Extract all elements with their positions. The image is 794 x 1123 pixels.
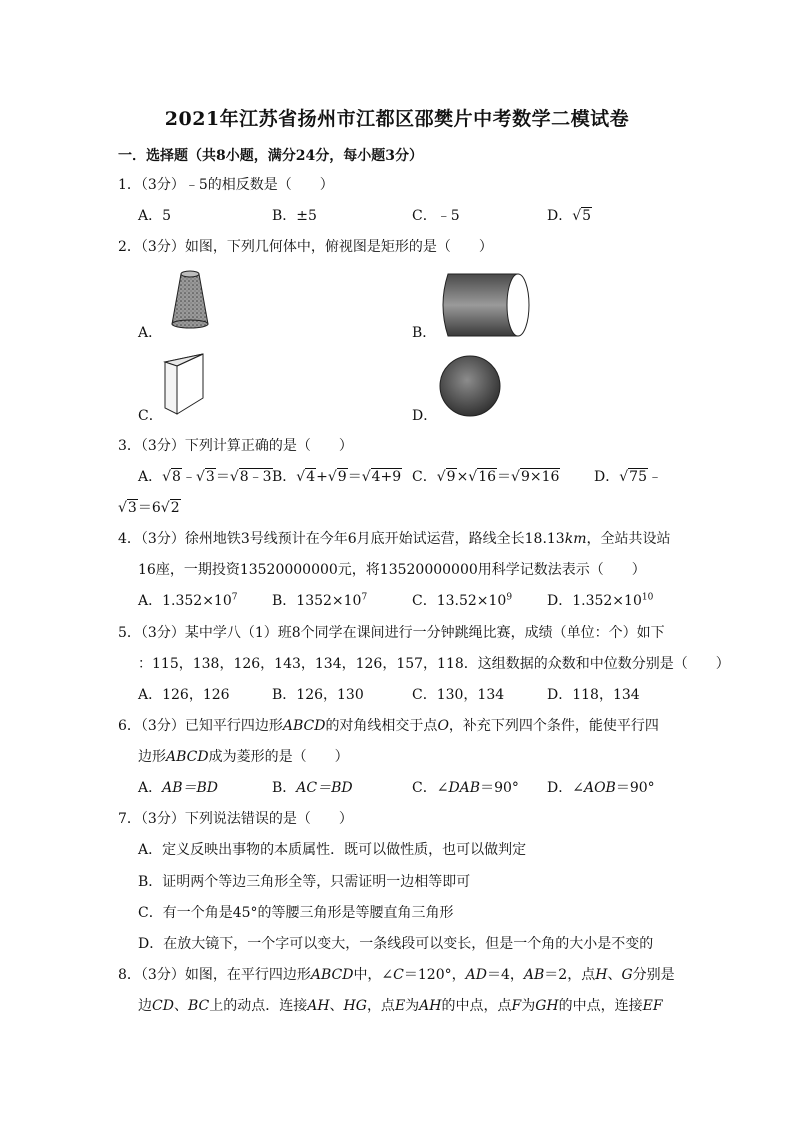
question-7-option-b: B．证明两个等边三角形全等，只需证明一边相等即可 (138, 874, 471, 890)
question-6-line-2: 边形ABCD成为菱形的是（ ） (138, 749, 349, 765)
question-3-option-d: D．√75﹣ (594, 469, 662, 485)
question-4-option-a: A．$1.352\times 10^7$ (138, 592, 238, 609)
question-3-option-c: C．√9×√16＝√9×16 (412, 469, 560, 485)
question-2-option-d: D． (412, 408, 438, 424)
question-3-option-d-continued: √3＝6√2 (118, 500, 180, 516)
question-4-option-d: D．$1.352\times 10^{10}$ (547, 592, 654, 609)
page-title: 2021年江苏省扬州市江都区邵樊片中考数学二模试卷 (164, 108, 630, 130)
question-3-stem: 3．（3分）下列计算正确的是（ ） (118, 438, 353, 454)
question-7-option-a: A．定义反映出事物的本质属性．既可以做性质，也可以做判定 (138, 842, 527, 858)
cylinder-figure (438, 272, 534, 338)
question-4-line-2: 16座，一期投资13520000000元，将13520000000用科学记数法表示（ ） (138, 562, 646, 578)
question-6-option-d: D．∠AOB＝90° (547, 780, 655, 796)
question-6-option-c: C．∠DAB＝90° (412, 780, 519, 796)
question-5-option-b: B．126，130 (272, 687, 364, 703)
question-5-option-a: A．126，126 (138, 687, 230, 703)
question-5-line-2: ：115，138，126，143，134，126，157，118．这组数据的众数和中位数分别是（ ） (138, 656, 730, 672)
question-1-option-c: C．﹣5 (412, 208, 460, 224)
question-7-option-d: D．在放大镜下，一个字可以变大，一条线段可以变长，但是一个角的大小是不变的 (138, 936, 654, 952)
question-5-option-d: D．118，134 (547, 687, 640, 703)
frustum-figure (168, 268, 212, 332)
triangular-prism-figure (163, 352, 207, 418)
question-7-stem: 7．（3分）下列说法错误的是（ ） (118, 811, 353, 827)
question-1-option-b: B．±5 (272, 208, 317, 224)
question-2-option-c: C． (138, 408, 163, 424)
question-1-option-a: A．5 (138, 208, 172, 224)
question-4-option-c: C．$13.52\times 10^9$ (412, 592, 513, 609)
question-2-option-b: B． (412, 325, 437, 341)
question-5-option-c: C．130，134 (412, 687, 505, 703)
question-6-line-1: 6．（3分）已知平行四边形ABCD的对角线相交于点O，补充下列四个条件，能使平行四 (118, 718, 659, 734)
question-5-line-1: 5．（3分）某中学八（1）班8个同学在课间进行一分钟跳绳比赛，成绩（单位：个）如下 (118, 625, 665, 641)
question-4-option-b: B．$1352\times 10^7$ (272, 592, 368, 609)
question-3-option-a: A．√8﹣√3＝√8﹣3 (138, 469, 272, 485)
question-1-stem: 1．（3分）﹣5的相反数是（ ） (118, 177, 334, 193)
question-7-option-c: C．有一个角是45°的等腰三角形是等腰直角三角形 (138, 905, 454, 921)
question-1-option-d: D．√5 (547, 208, 592, 224)
section-heading: 一．选择题（共8小题，满分24分，每小题3分） (118, 148, 423, 164)
question-2-option-a: A． (138, 325, 163, 341)
question-6-option-a: A．AB＝BD (138, 780, 219, 796)
question-4-line-1: 4．（3分）徐州地铁3号线预计在今年6月底开始试运营，路线全长18.13km，全站共设站 (118, 531, 671, 547)
sphere-figure (438, 354, 502, 418)
question-2-stem: 2．（3分）如图，下列几何体中，俯视图是矩形的是（ ） (118, 239, 493, 255)
question-3-option-b: B．√4+√9＝√4+9 (272, 469, 402, 485)
question-8-line-1: 8．（3分）如图，在平行四边形ABCD中，∠C＝120°，AD＝4，AB＝2，点H、G分别是 (118, 967, 675, 983)
question-6-option-b: B．AC＝BD (272, 780, 353, 796)
question-8-line-2: 边CD、BC上的动点．连接AH、HG，点E为AH的中点，点F为GH的中点，连接EF (138, 998, 663, 1014)
